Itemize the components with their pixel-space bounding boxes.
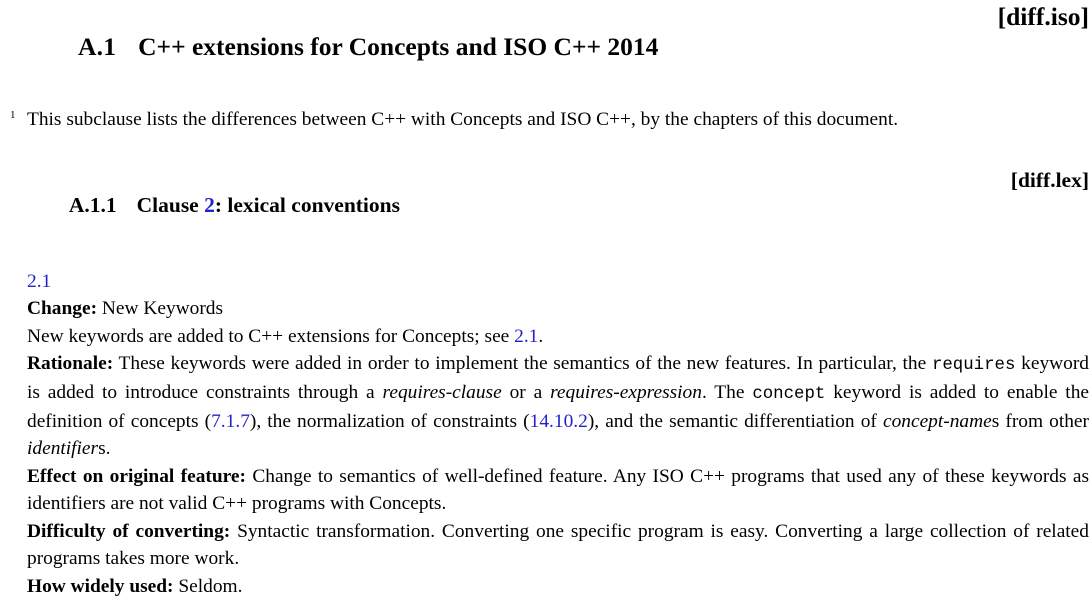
effect-label: Effect on original feature: (27, 465, 246, 487)
grammar-concept-name: concept-name (882, 410, 992, 432)
new-keywords-line (27, 323, 1089, 351)
keyword-concept: concept (752, 384, 826, 404)
change-line (27, 295, 1089, 323)
paragraph-number: 1 (10, 109, 16, 121)
grammar-identifier: identifier (27, 438, 99, 460)
rationale-text-8: s from other (991, 410, 1089, 432)
rationale-text-7: ), and the semantic differentiation of (587, 410, 883, 432)
new-keywords-reference-link[interactable]: 2.1 (514, 325, 539, 347)
effect-text: Change to semantics of well-defined feature. Any ISO C++ programs that used any of these keywords as identifiers are not valid C++ programs with Concepts. (27, 465, 1089, 515)
section-reference-line (27, 268, 1089, 296)
section-reference-link[interactable]: 2.1 (27, 270, 52, 292)
change-text: New Keywords (101, 298, 224, 320)
rationale-text-3: or a (501, 381, 551, 403)
intro-paragraph-text: This subclause lists the differences between C++ with Concepts and ISO C++, by the chapters of this document. (27, 109, 899, 130)
grammar-requires-expression: requires-expression (550, 381, 702, 403)
rationale-text-1: These keywords were added in order to implement the semantics of the new features. In particular, the (118, 353, 932, 375)
keyword-requires: requires (931, 356, 1016, 376)
section-tag-diff-iso: [diff.iso] (997, 2, 1089, 31)
difficulty-paragraph (27, 518, 1089, 573)
intro-paragraph (10, 106, 1089, 134)
rationale-reference-link-14102[interactable]: 14.10.2 (529, 410, 588, 432)
how-widely-used-text: Seldom. (178, 575, 243, 597)
rationale-label: Rationale: (27, 353, 114, 375)
how-widely-used-paragraph (27, 573, 1089, 600)
rationale-paragraph (27, 350, 1089, 463)
rationale-text-9: s. (98, 438, 111, 460)
difficulty-text: Syntactic transformation. Converting one specific program is easy. Converting a large collection of related programs takes more work. (27, 520, 1089, 570)
new-keywords-text-a: New keywords are added to C++ extensions for Concepts; see (27, 325, 515, 347)
rationale-text-4: . The (701, 381, 753, 403)
section-number: A.1 (78, 32, 117, 61)
effect-paragraph (27, 463, 1089, 518)
grammar-requires-clause: requires-clause (382, 381, 502, 403)
section-heading-a1 (27, 0, 1089, 92)
section-title: C++ extensions for Concepts and ISO C++ 2014 (138, 32, 659, 61)
subsection-label-clause: Clause (136, 192, 199, 217)
new-keywords-text-b: . (538, 325, 544, 347)
change-label: Change: (27, 298, 98, 320)
rationale-text-5: keyword is added to enable the definition of concepts ( (27, 381, 1089, 432)
section-heading-text (27, 2, 658, 92)
subsection-heading-a11 (27, 168, 1089, 243)
rationale-text-2: keyword is added to introduce constraints through a (27, 353, 1089, 403)
rationale-text-6: ), the normalization of constraints ( (249, 410, 530, 432)
subsection-heading-text (27, 168, 400, 243)
subsection-tag-diff-lex: [diff.lex] (1010, 167, 1089, 192)
difficulty-label: Difficulty of converting: (27, 520, 231, 542)
subsection-number: A.1.1 (68, 192, 117, 217)
how-widely-used-label: How widely used: (27, 575, 174, 597)
subsection-title-rest: : lexical conventions (214, 192, 400, 217)
rationale-reference-link-717[interactable]: 7.1.7 (211, 410, 250, 432)
clause-reference-link[interactable]: 2 (204, 192, 215, 217)
